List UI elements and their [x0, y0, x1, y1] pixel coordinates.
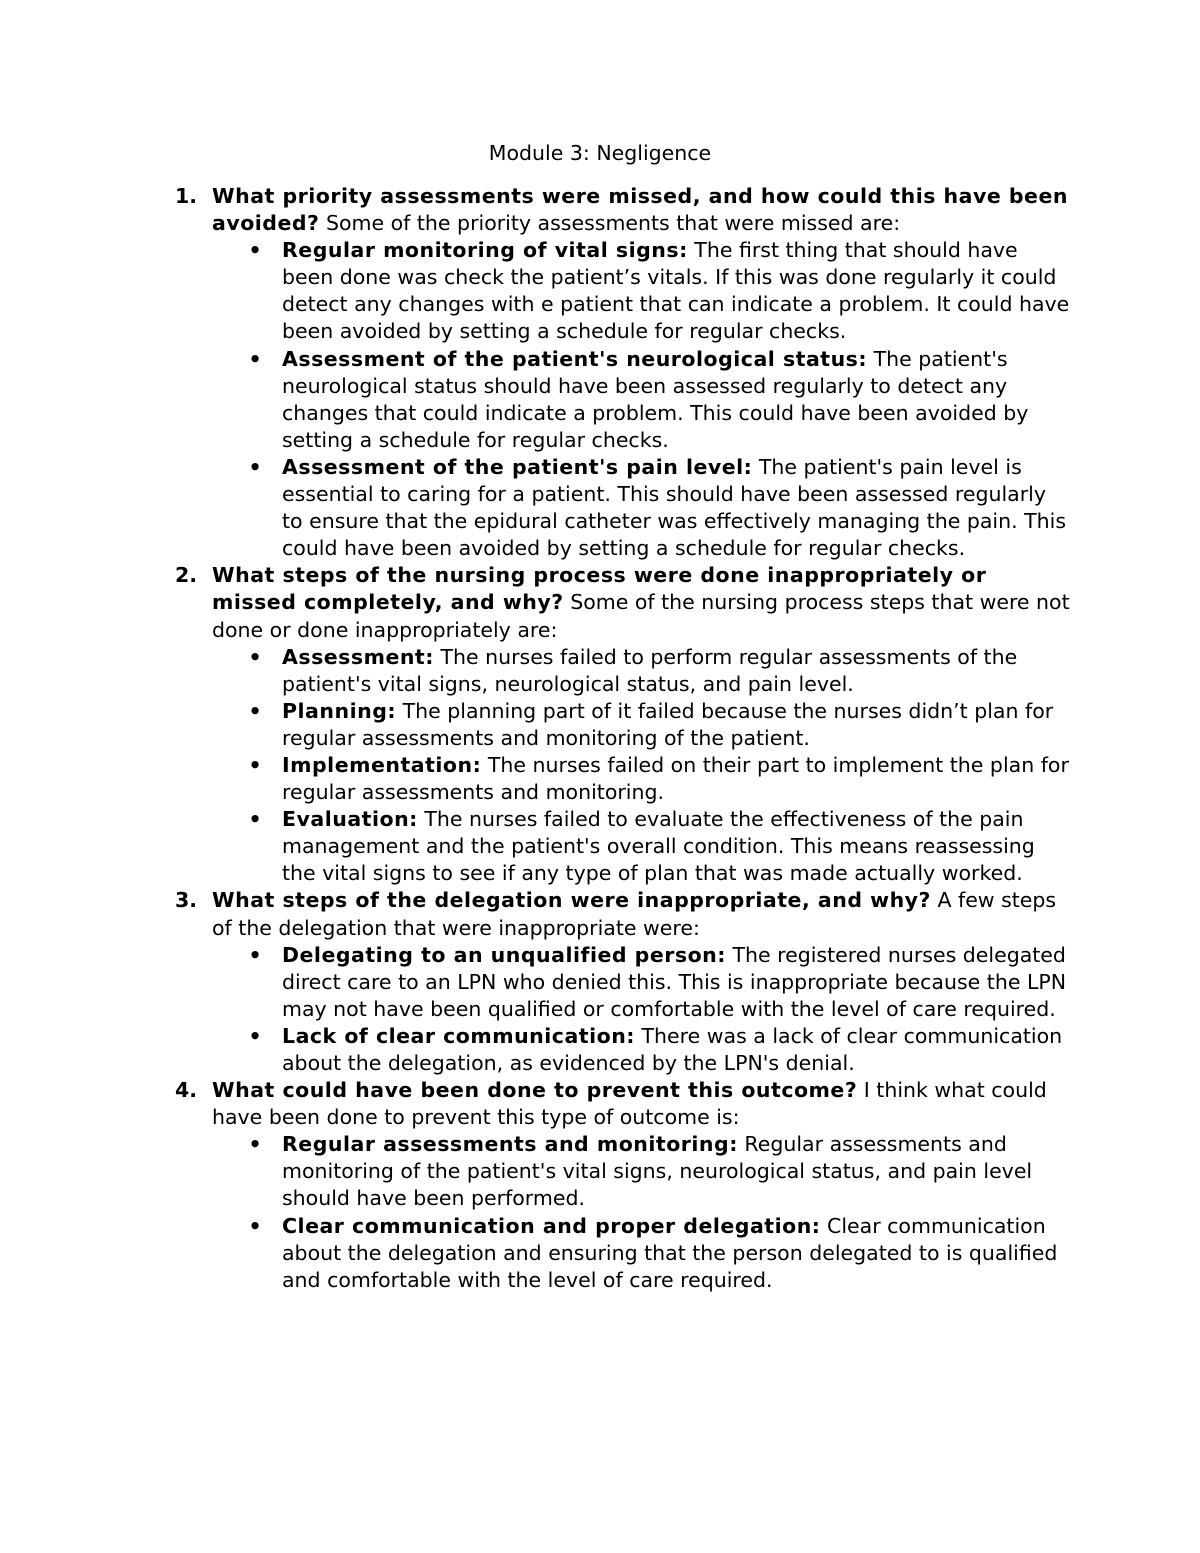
list-item [248, 644, 1072, 698]
bullet-text: The patient's neurological status should have been assessed regularly to detect any changes that could indicate a problem. This could have been avoided by setting a schedule for regular checks. [282, 346, 1029, 452]
answer-intro: I think what could have been done to prevent this type of outcome is: [212, 1078, 1047, 1130]
bullet-icon: • [248, 644, 262, 669]
bullet-term: Evaluation: [282, 807, 418, 832]
list-item [248, 698, 1072, 752]
bullet-icon: • [248, 807, 262, 832]
bullet-term: Planning: [282, 698, 397, 723]
question-text: What priority assessments were missed, and how could this have been avoided? [212, 184, 1068, 236]
bullet-icon: • [248, 346, 262, 371]
bullet-text: The nurses failed on their part to implement the plan for regular assessments and monitoring. [282, 752, 1069, 805]
list-item [248, 454, 1072, 562]
bullet-term: Assessment: [282, 644, 434, 669]
question-number: 1. [175, 184, 198, 208]
question-list [0, 183, 1200, 1294]
answer-bullet-list [212, 942, 1072, 1077]
question-item-3 [0, 887, 1072, 1077]
bullet-text: Clear communication about the delegation and ensuring that the person delegated to is qualified and comfortable with the level of care required. [282, 1213, 1058, 1292]
list-item [248, 806, 1072, 887]
answer-intro: Some of the priority assessments that were missed are: [319, 211, 901, 236]
answer-intro: Some of the nursing process steps that were not done or done inappropriately are: [212, 590, 1070, 642]
bullet-text: There was a lack of clear communication about the delegation, as evidenced by the LPN's denial. [282, 1023, 1063, 1075]
list-item [248, 346, 1072, 454]
bullet-text: The patient's pain level is essential to caring for a patient. This should have been assessed regularly to ensure that the epidural catheter was effectively managing the pain. This could have been avoided by setting a schedule for regular checks. [282, 454, 1067, 561]
list-item [248, 1213, 1072, 1294]
question-text: What steps of the nursing process were done inappropriately or missed completely, and why? [212, 563, 987, 615]
bullet-term: Assessment of the patient's neurological status: [282, 346, 868, 371]
bullet-text: The first thing that should have been done was check the patient’s vitals. If this was done regularly it could detect any changes with e patient that can indicate a problem. It could have been avoided by setting a schedule for regular checks. [282, 238, 1070, 344]
list-item [248, 1023, 1072, 1077]
bullet-term: Delegating to an unqualified person: [282, 942, 726, 967]
bullet-term: Lack of clear communication: [282, 1023, 635, 1048]
bullet-icon: • [248, 1023, 262, 1048]
answer-bullet-list [212, 1131, 1072, 1294]
list-item [248, 752, 1072, 806]
bullet-icon: • [248, 942, 262, 967]
list-item [248, 942, 1072, 1023]
question-item-2 [0, 562, 1072, 887]
question-text: What could have been done to prevent this outcome? [212, 1078, 858, 1103]
bullet-text: The registered nurses delegated direct care to an LPN who denied this. This is inappropriate because the LPN may not have been qualified or comfortable with the level of care required. [282, 942, 1067, 1021]
bullet-icon: • [248, 752, 262, 777]
answer-bullet-list [212, 237, 1072, 562]
bullet-text: The nurses failed to evaluate the effectiveness of the pain management and the patient's overall condition. This means reassessing the vital signs to see if any type of plan that was made actually worked. [282, 807, 1035, 886]
bullet-icon: • [248, 454, 262, 479]
bullet-icon: • [248, 1132, 262, 1157]
bullet-text: The nurses failed to perform regular assessments of the patient's vital signs, neurological status, and pain level. [282, 644, 1018, 696]
document-body [0, 183, 1200, 1294]
question-number: 4. [175, 1078, 198, 1103]
bullet-icon: • [248, 1213, 262, 1238]
bullet-term: Clear communication and proper delegation: [282, 1213, 821, 1238]
list-item [248, 237, 1072, 345]
question-number: 3. [175, 888, 198, 913]
question-number: 2. [175, 563, 198, 588]
bullet-term: Regular assessments and monitoring: [282, 1132, 738, 1157]
bullet-term: Assessment of the patient's pain level: [282, 454, 753, 479]
bullet-term: Regular monitoring of vital signs: [282, 238, 688, 263]
page-title: Module 3: Negligence [488, 141, 712, 165]
question-item-4 [0, 1077, 1072, 1294]
bullet-text: The planning part of it failed because the nurses didn’t plan for regular assessments and monitoring of the patient. [282, 698, 1054, 750]
bullet-icon: • [248, 698, 262, 723]
question-text: What steps of the delegation were inappropriate, and why? [212, 888, 931, 913]
answer-intro: A few steps of the delegation that were inappropriate were: [212, 888, 1057, 940]
answer-bullet-list [212, 644, 1072, 888]
bullet-text: Regular assessments and monitoring of the patient's vital signs, neurological status, and pain level should have been performed. [282, 1132, 1033, 1211]
question-item-1 [0, 183, 1072, 562]
list-item [248, 1131, 1072, 1212]
bullet-icon: • [248, 238, 262, 263]
bullet-term: Implementation: [282, 752, 482, 777]
